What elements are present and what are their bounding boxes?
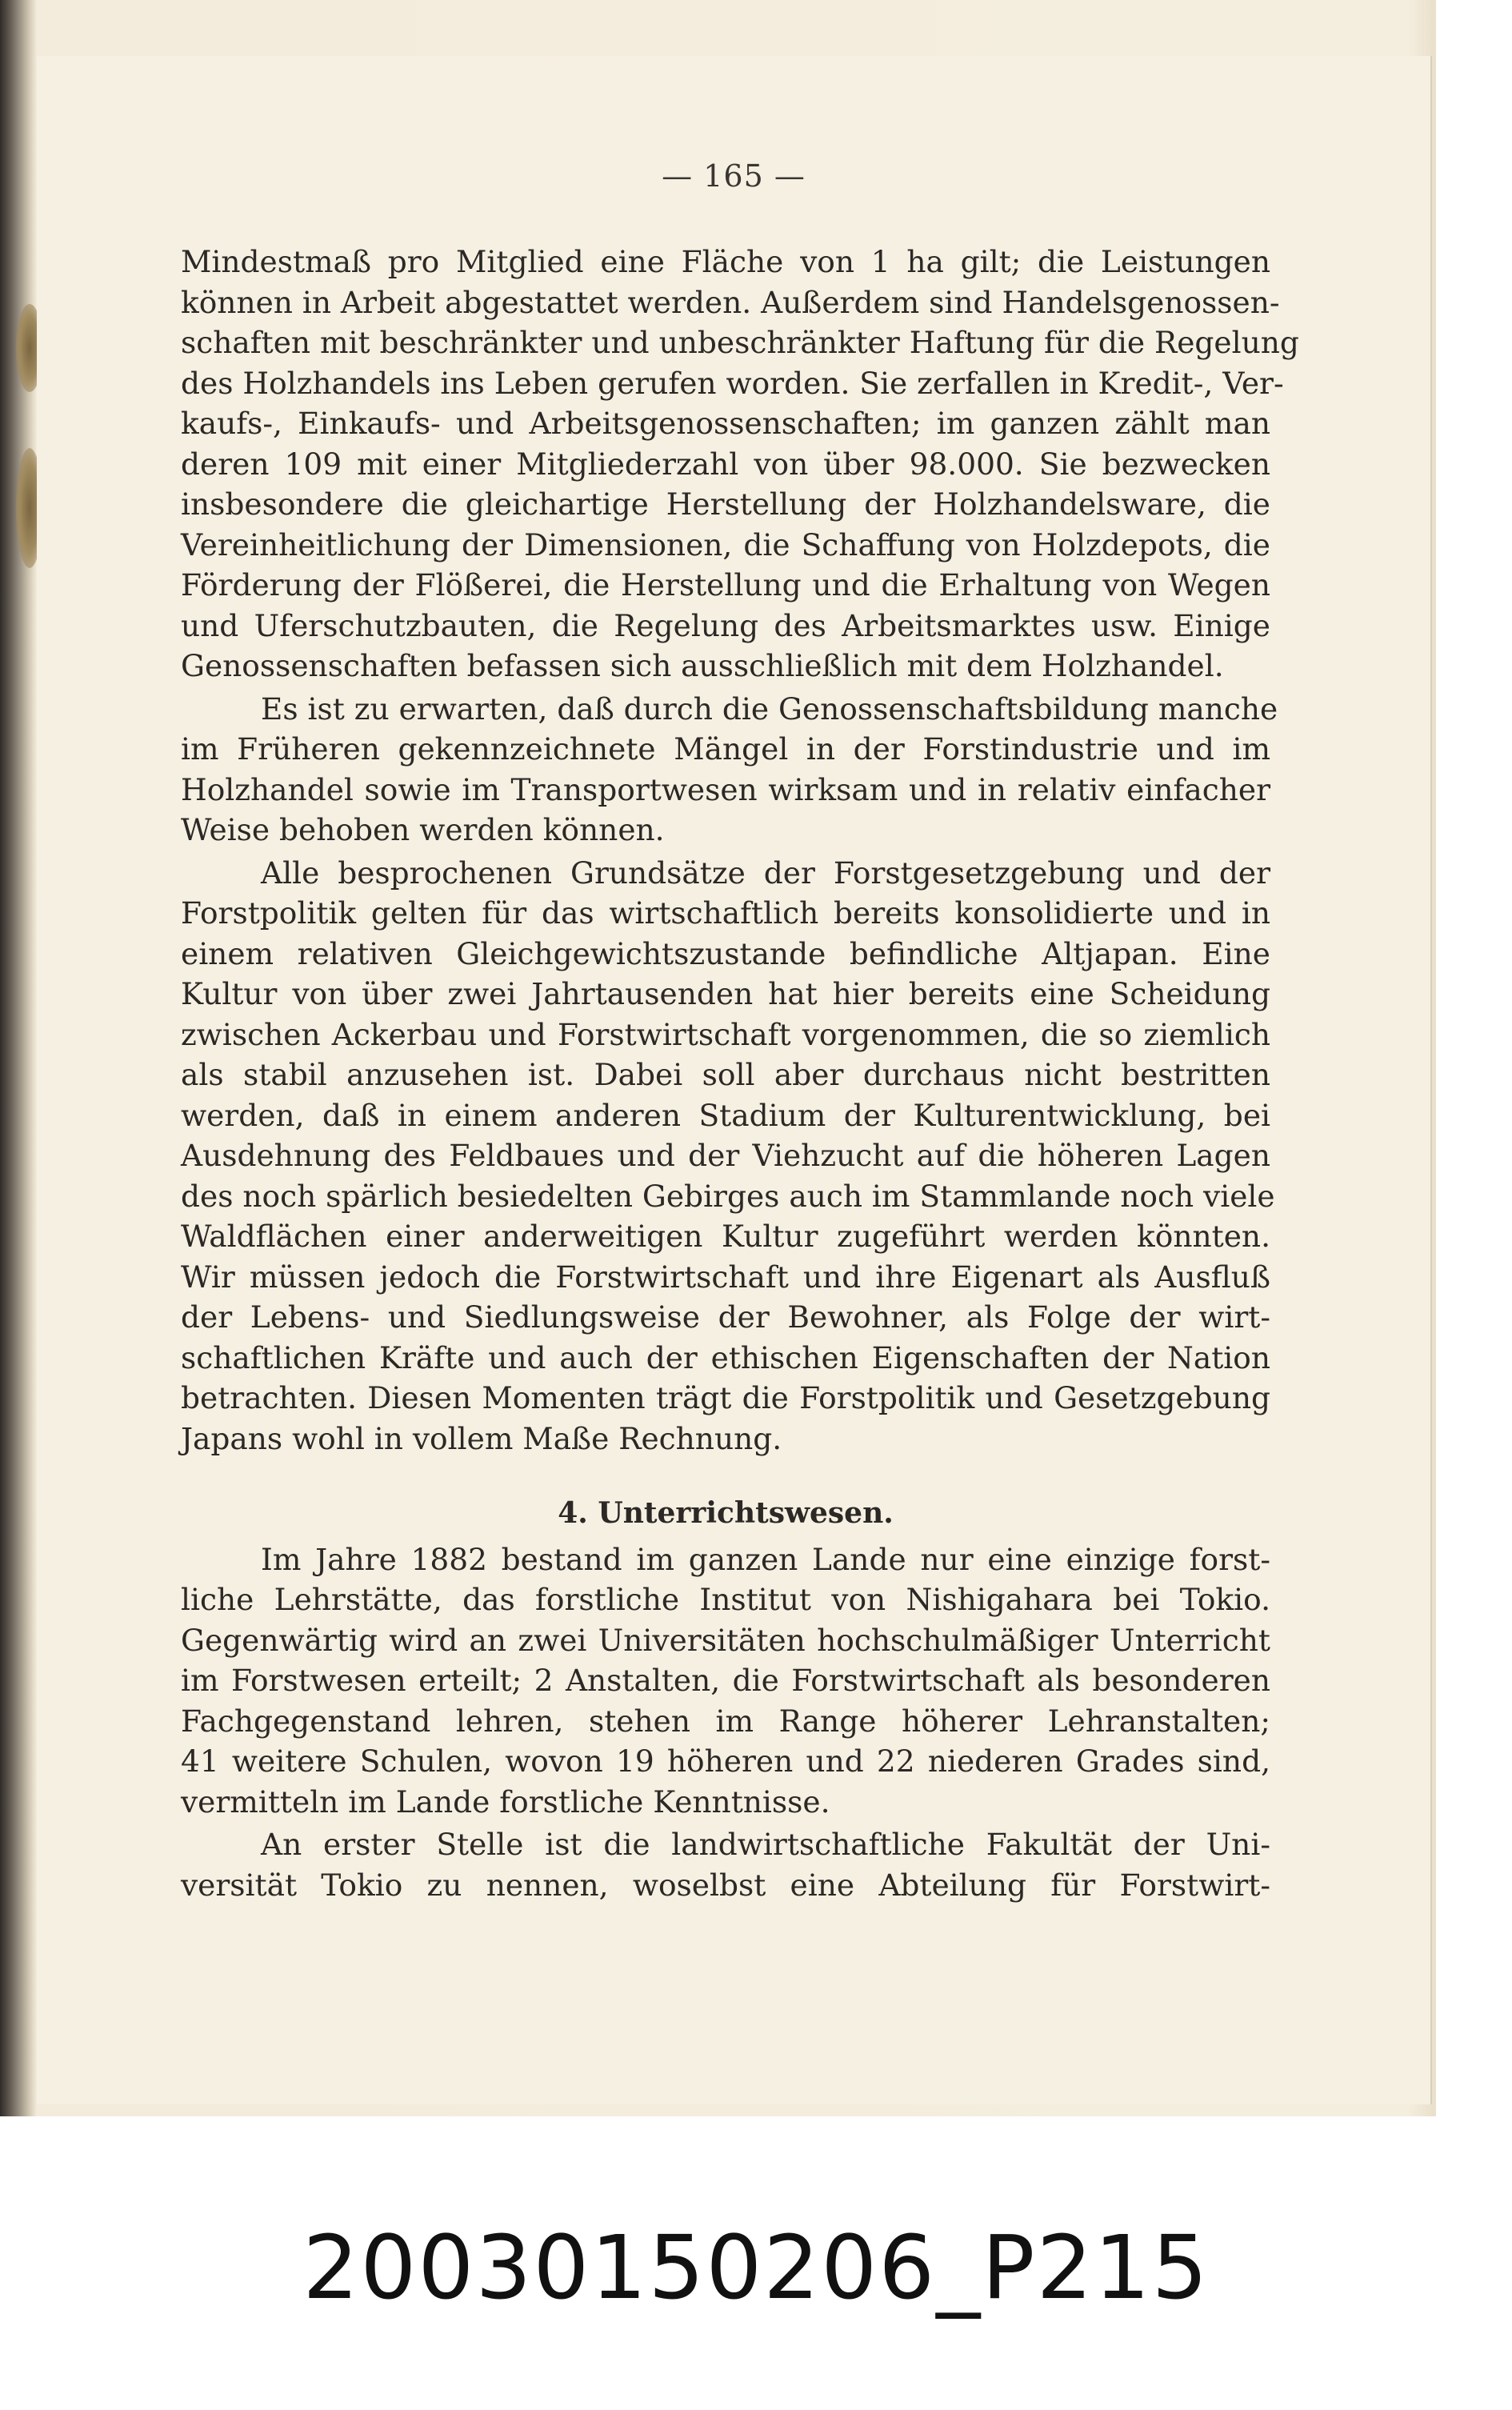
- text-line: als stabil anzusehen ist. Dabei soll aber durchaus nicht bestritten: [181, 1057, 1270, 1092]
- text-line: An erster Stelle ist die landwirtschaftliche Fakultät der Uni-: [261, 1827, 1270, 1862]
- text-line: Forstpolitik gelten für das wirtschaftlich bereits konsolidierte und in: [181, 895, 1270, 931]
- paragraph: [181, 853, 1275, 1459]
- text-line: Im Jahre 1882 bestand im ganzen Lande nur eine einzige forst-: [261, 1541, 1270, 1577]
- text-line: liche Lehrstätte, das forstliche Institut von Nishigahara bei Tokio.: [181, 1582, 1270, 1617]
- text-line: Gegenwärtig wird an zwei Universitäten hochschulmäßiger Unterricht: [181, 1622, 1270, 1658]
- text-line: schaftlichen Kräfte und auch der ethischen Eigenschaften der Nation: [181, 1339, 1270, 1375]
- text-line: zwischen Ackerbau und Forstwirtschaft vorgenommen, die so ziemlich: [181, 1016, 1270, 1052]
- text-line: vermitteln im Lande forstliche Kenntnisse.: [181, 1783, 830, 1820]
- text-line: insbesondere die gleichartige Herstellung der Holzhandelsware, die: [181, 486, 1270, 522]
- text-line: einem relativen Gleichgewichtszustande befindliche Altjapan. Eine: [181, 935, 1270, 971]
- text-line: Fachgegenstand lehren, stehen im Range höherer Lehranstalten;: [181, 1703, 1270, 1739]
- text-line: Holzhandel sowie im Transportwesen wirksam und in relativ einfacher: [181, 771, 1270, 807]
- text-line: Wir müssen jedoch die Forstwirtschaft und ihre Eigenart als Ausfluß: [181, 1259, 1270, 1295]
- paragraph: [181, 1824, 1270, 1905]
- text-line: Alle besprochenen Grundsätze der Forstgesetzgebung und der: [261, 855, 1270, 891]
- text-line: im Forstwesen erteilt; 2 Anstalten, die Forstwirtschaft als besonderen: [181, 1663, 1270, 1698]
- page-number: — 165 —: [662, 158, 806, 194]
- text-line: im Früheren gekennzeichnete Mängel in der Forstindustrie und im: [181, 731, 1270, 767]
- text-line: betrachten. Diesen Momenten trägt die Forstpolitik und Gesetzgebung: [181, 1380, 1270, 1415]
- section-heading: 4. Unterrichtswesen.: [558, 1496, 894, 1530]
- text-line: Förderung der Flößerei, die Herstellung und die Erhaltung von Wegen: [181, 567, 1270, 602]
- text-line: Vereinheitlichung der Dimensionen, die Schaffung von Holzdepots, die: [181, 526, 1270, 562]
- book-page: [37, 56, 1430, 2104]
- text-line: Kultur von über zwei Jahrtausenden hat hier bereits eine Scheidung: [181, 976, 1270, 1011]
- text-line: kaufs-, Einkaufs- und Arbeitsgenossenschaften; im ganzen zählt man: [181, 406, 1270, 441]
- text-line: schaften mit beschränkter und unbeschränkter Haftung für die Regelung: [181, 325, 1299, 360]
- text-line: Waldflächen einer anderweitigen Kultur zugeführt werden könnten.: [181, 1219, 1270, 1254]
- text-line: werden, daß in einem anderen Stadium der Kulturentwicklung, bei: [181, 1097, 1270, 1133]
- text-line: Mindestmaß pro Mitglied eine Fläche von 1 ha gilt; die Leistungen: [181, 244, 1270, 279]
- page-body-text: [181, 242, 1299, 1905]
- text-line: versität Tokio zu nennen, woselbst eine Abteilung für Forstwirt-: [181, 1867, 1270, 1903]
- text-line: Genossenschaften befassen sich ausschließlich mit dem Holzhandel.: [181, 648, 1224, 683]
- catalog-id: 20030150206_P215: [302, 2216, 1210, 2319]
- text-line: der Lebens- und Siedlungsweise der Bewohner, als Folge der wirt-: [181, 1299, 1270, 1335]
- text-line: deren 109 mit einer Mitgliederzahl von über 98.000. Sie bezwecken: [181, 446, 1270, 482]
- text-line: des noch spärlich besiedelten Gebirges auch im Stammlande noch viele: [181, 1178, 1275, 1214]
- paragraph: [181, 242, 1299, 687]
- text-line: Es ist zu erwarten, daß durch die Genossenschaftsbildung manche: [261, 691, 1278, 727]
- text-line: können in Arbeit abgestattet werden. Außerdem sind Handelsgenossen-: [181, 284, 1280, 320]
- text-line: Weise behoben werden können.: [181, 812, 665, 847]
- paragraph: [181, 689, 1278, 851]
- text-line: 41 weitere Schulen, wovon 19 höheren und 22 niederen Grades sind,: [181, 1743, 1270, 1779]
- text-line: Japans wohl in vollem Maße Rechnung.: [181, 1420, 782, 1456]
- text-line: des Holzhandels ins Leben gerufen worden. Sie zerfallen in Kredit-, Ver-: [181, 365, 1284, 401]
- text-line: Ausdehnung des Feldbaues und der Viehzucht auf die höheren Lagen: [181, 1138, 1270, 1173]
- paragraph: [181, 1539, 1270, 1823]
- text-line: und Uferschutzbauten, die Regelung des Arbeitsmarktes usw. Einige: [181, 607, 1270, 643]
